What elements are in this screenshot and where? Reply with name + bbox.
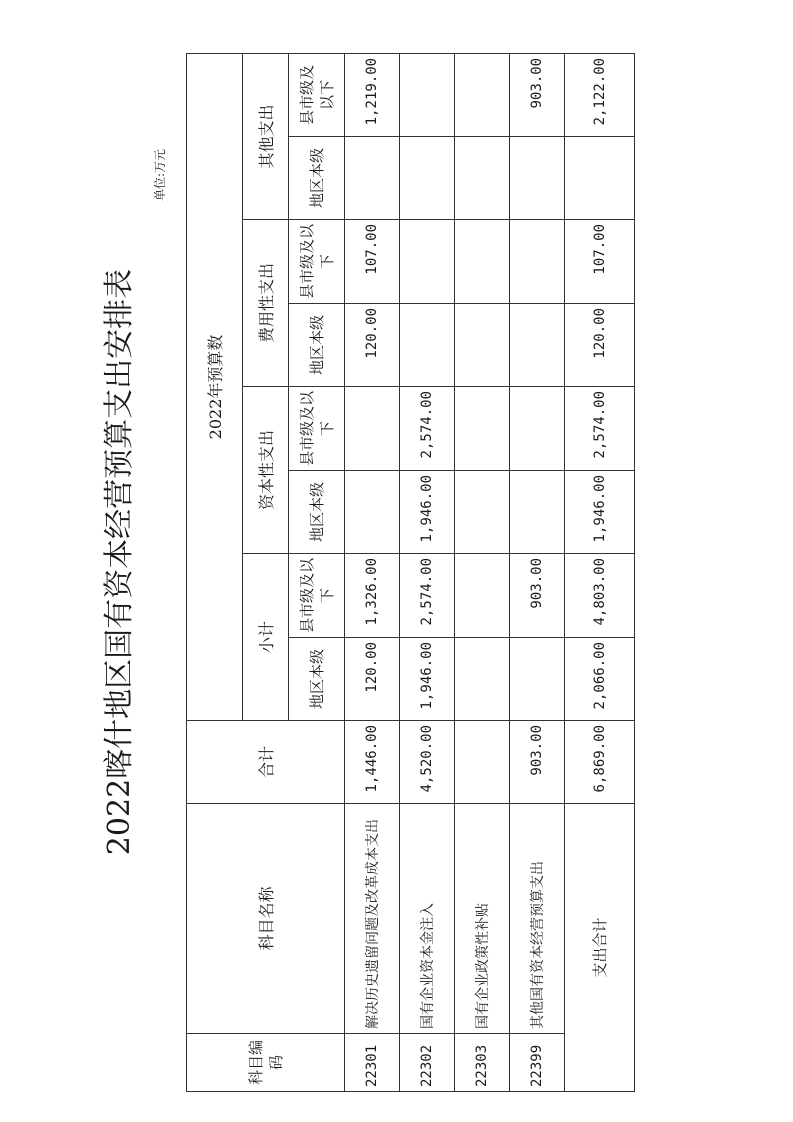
total-label: 支出合计 — [565, 804, 635, 1092]
total-expense-district: 120.00 — [565, 304, 635, 387]
header-district: 地区本级 — [289, 471, 345, 554]
cell-other-county — [400, 53, 455, 136]
total-total: 6,869.00 — [565, 721, 635, 804]
cell-name: 国有企业资本金注入 — [400, 804, 455, 1034]
table-row — [510, 53, 565, 1091]
cell-total: 4,520.00 — [400, 721, 455, 804]
cell-subtotal-district — [510, 638, 565, 721]
cell-total — [455, 721, 510, 804]
cell-name: 其他国有资本经营预算支出 — [510, 804, 565, 1034]
header-county: 县市级及以下 — [289, 387, 345, 471]
cell-expense-county: 107.00 — [345, 220, 400, 304]
cell-capital-district — [510, 471, 565, 554]
total-subtotal-district: 2,066.00 — [565, 638, 635, 721]
cell-other-county: 1,219.00 — [345, 53, 400, 136]
header-other: 其他支出 — [243, 53, 289, 219]
total-other-district — [565, 137, 635, 220]
cell-other-district — [455, 137, 510, 220]
header-district: 地区本级 — [289, 137, 345, 220]
total-capital-district: 1,946.00 — [565, 471, 635, 554]
cell-other-county — [455, 53, 510, 136]
total-capital-county: 2,574.00 — [565, 387, 635, 471]
cell-capital-district: 1,946.00 — [400, 471, 455, 554]
cell-subtotal-district — [455, 638, 510, 721]
cell-expense-county — [510, 220, 565, 304]
cell-capital-district — [455, 471, 510, 554]
header-county: 县市级及以下 — [289, 53, 345, 136]
cell-expense-district — [400, 304, 455, 387]
budget-table — [186, 53, 635, 1092]
total-row — [565, 53, 635, 1091]
cell-other-county: 903.00 — [510, 53, 565, 136]
header-total: 合计 — [187, 721, 345, 804]
cell-capital-district — [345, 471, 400, 554]
cell-code: 22301 — [345, 1034, 400, 1092]
cell-expense-county — [455, 220, 510, 304]
cell-code: 22303 — [455, 1034, 510, 1092]
cell-total: 903.00 — [510, 721, 565, 804]
cell-expense-district — [510, 304, 565, 387]
cell-subtotal-county: 1,326.00 — [345, 554, 400, 638]
cell-code: 22399 — [510, 1034, 565, 1092]
cell-name: 解决历史遗留问题及改革成本支出 — [345, 804, 400, 1034]
cell-other-district — [510, 137, 565, 220]
cell-subtotal-county — [455, 554, 510, 638]
cell-code: 22302 — [400, 1034, 455, 1092]
unit-label: 单位:万元 — [153, 148, 167, 202]
cell-subtotal-county: 2,574.00 — [400, 554, 455, 638]
cell-other-district — [400, 137, 455, 220]
header-budget-year: 2022年预算数 — [187, 53, 243, 720]
total-other-county: 2,122.00 — [565, 53, 635, 136]
cell-total: 1,446.00 — [345, 721, 400, 804]
table-row — [345, 53, 400, 1091]
header-subtotal: 小计 — [243, 554, 289, 721]
rotated-table-wrapper — [186, 54, 634, 1092]
header-county: 县市级及以下 — [289, 554, 345, 638]
cell-capital-county — [345, 387, 400, 471]
table-row — [400, 53, 455, 1091]
cell-name: 国有企业政策性补贴 — [455, 804, 510, 1034]
header-district: 地区本级 — [289, 638, 345, 721]
cell-subtotal-county: 903.00 — [510, 554, 565, 638]
total-subtotal-county: 4,803.00 — [565, 554, 635, 638]
total-expense-county: 107.00 — [565, 220, 635, 304]
header-county: 县市级及以下 — [289, 220, 345, 304]
page-title: 2022喀什地区国有资本经营预算支出安排表 — [102, 268, 137, 856]
header-expense: 费用性支出 — [243, 220, 289, 387]
cell-subtotal-district: 1,946.00 — [400, 638, 455, 721]
cell-capital-county — [455, 387, 510, 471]
header-name: 科目名称 — [187, 804, 345, 1034]
cell-subtotal-district: 120.00 — [345, 638, 400, 721]
header-district: 地区本级 — [289, 304, 345, 387]
cell-expense-district — [455, 304, 510, 387]
cell-capital-county — [510, 387, 565, 471]
header-capital: 资本性支出 — [243, 387, 289, 554]
cell-capital-county: 2,574.00 — [400, 387, 455, 471]
header-row-1 — [187, 53, 243, 1091]
cell-expense-district: 120.00 — [345, 304, 400, 387]
header-code: 科目编码 — [187, 1034, 345, 1092]
cell-other-district — [345, 137, 400, 220]
cell-expense-county — [400, 220, 455, 304]
table-row — [455, 53, 510, 1091]
